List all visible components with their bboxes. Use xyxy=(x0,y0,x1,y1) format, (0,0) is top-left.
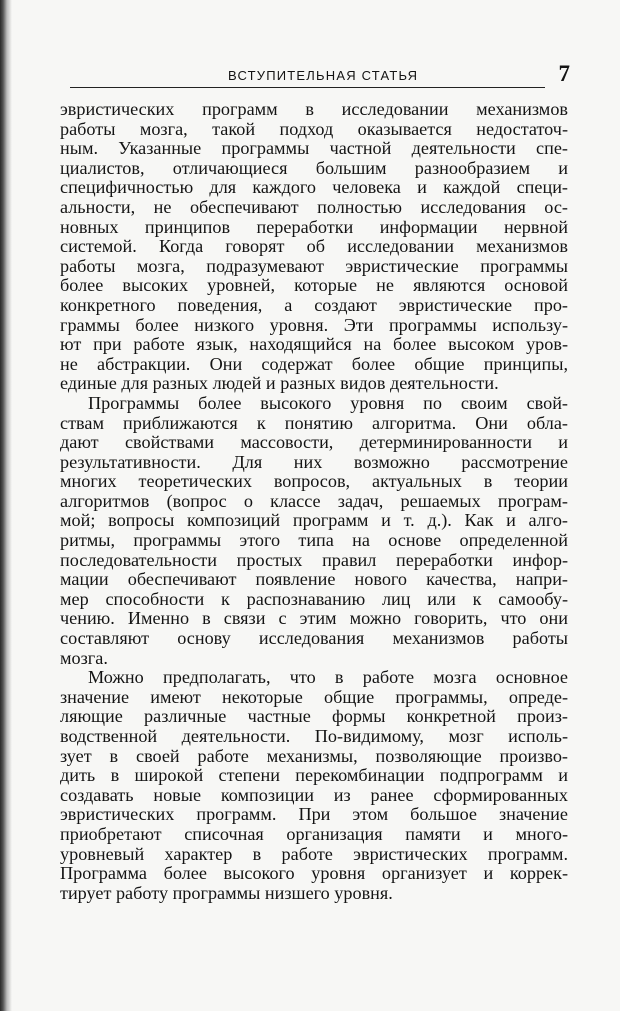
text-line: ствам приближаются к понятию алгоритма. Они обла- xyxy=(60,412,568,433)
text-line: создавать новые композиции из ранее сформированных xyxy=(60,784,568,805)
page-binding-edge xyxy=(0,0,12,1011)
text-line: мации обеспечивают появление нового качества, напри- xyxy=(60,569,568,590)
text-line: мой; вопросы композиций программ и т. д.). Как и алго- xyxy=(60,510,568,531)
text-line: циалистов, отличающиеся большим разнообразием и xyxy=(60,157,568,178)
text-line: более высоких уровней, которые не являются основой xyxy=(60,275,568,296)
body-text xyxy=(60,100,568,903)
paragraph xyxy=(60,394,568,668)
text-line: ритмы, программы этого типа на основе определенной xyxy=(60,530,568,551)
text-line: эвристических программ. При этом большое значение xyxy=(60,804,568,825)
page-header xyxy=(70,62,570,90)
text-line: работы мозга, подразумевают эвристические программы xyxy=(60,255,568,276)
text-line: конкретного поведения, а создают эвристические про- xyxy=(60,294,568,315)
text-line: ляющие различные частные формы конкретной произ- xyxy=(60,706,568,727)
paragraph xyxy=(60,668,568,903)
text-line: мер способности к распознаванию лиц или к самообу- xyxy=(60,588,568,609)
text-line: специфичностью для каждого человека и каждой специ- xyxy=(60,177,568,198)
text-line: приобретают списочная организация памяти и много- xyxy=(60,823,568,844)
text-line: многих теоретических вопросов, актуальных в теории xyxy=(60,471,568,492)
text-line: дить в широкой степени перекомбинации подпрограмм и xyxy=(60,765,568,786)
text-line: алгоритмов (вопрос о классе задач, решаемых програм- xyxy=(60,490,568,511)
text-line: значение имеют некоторые общие программы, опреде- xyxy=(60,686,568,707)
page-number: 7 xyxy=(558,61,570,86)
text-line: дают свойствами массовости, детерминированности и xyxy=(60,432,568,453)
header-rule xyxy=(70,87,545,88)
text-line: уровневый характер в работе эвристических программ. xyxy=(60,843,568,864)
text-line: альности, не обеспечивают полностью исследования ос- xyxy=(60,196,568,217)
paragraph xyxy=(60,100,568,394)
text-line: новных принципов переработки информации нервной xyxy=(60,216,568,237)
text-line: мозга. xyxy=(60,647,108,668)
text-line: водственной деятельности. По-видимому, мозг исполь- xyxy=(60,726,568,746)
text-line: зует в своей работе механизмы, позволяющие произво- xyxy=(60,745,568,766)
text-line: Программы более высокого уровня по своим свой- xyxy=(88,392,568,413)
text-line: ным. Указанные программы частной деятельности спе- xyxy=(60,138,568,159)
text-line: ют при работе язык, находящийся на более высоком уров- xyxy=(60,334,568,355)
text-line: последовательности простых правил переработки инфор- xyxy=(60,549,568,570)
text-line: чению. Именно в связи с этим можно говорить, что они xyxy=(60,608,568,629)
text-line: работы мозга, такой подход оказывается недостаточ- xyxy=(60,118,568,139)
text-line: системой. Когда говорят об исследовании механизмов xyxy=(60,236,568,257)
text-line: результативности. Для них возможно рассмотрение xyxy=(60,451,568,472)
text-line: граммы более низкого уровня. Эти программы использу- xyxy=(60,314,568,335)
text-line: тирует работу программы низшего уровня. xyxy=(60,882,393,903)
text-line: составляют основу исследования механизмов работы xyxy=(60,628,568,649)
text-line: Можно предполагать, что в работе мозга основное xyxy=(88,667,568,688)
running-title: ВСТУПИТЕЛЬНАЯ СТАТЬЯ xyxy=(228,68,419,83)
text-line: единые для разных людей и разных видов деятельности. xyxy=(60,373,499,394)
text-line: эвристических программ в исследовании механизмов xyxy=(60,99,568,119)
text-line: Программа более высокого уровня организует и коррек- xyxy=(60,863,568,884)
text-line: не абстракции. Они содержат более общие принципы, xyxy=(60,353,568,374)
